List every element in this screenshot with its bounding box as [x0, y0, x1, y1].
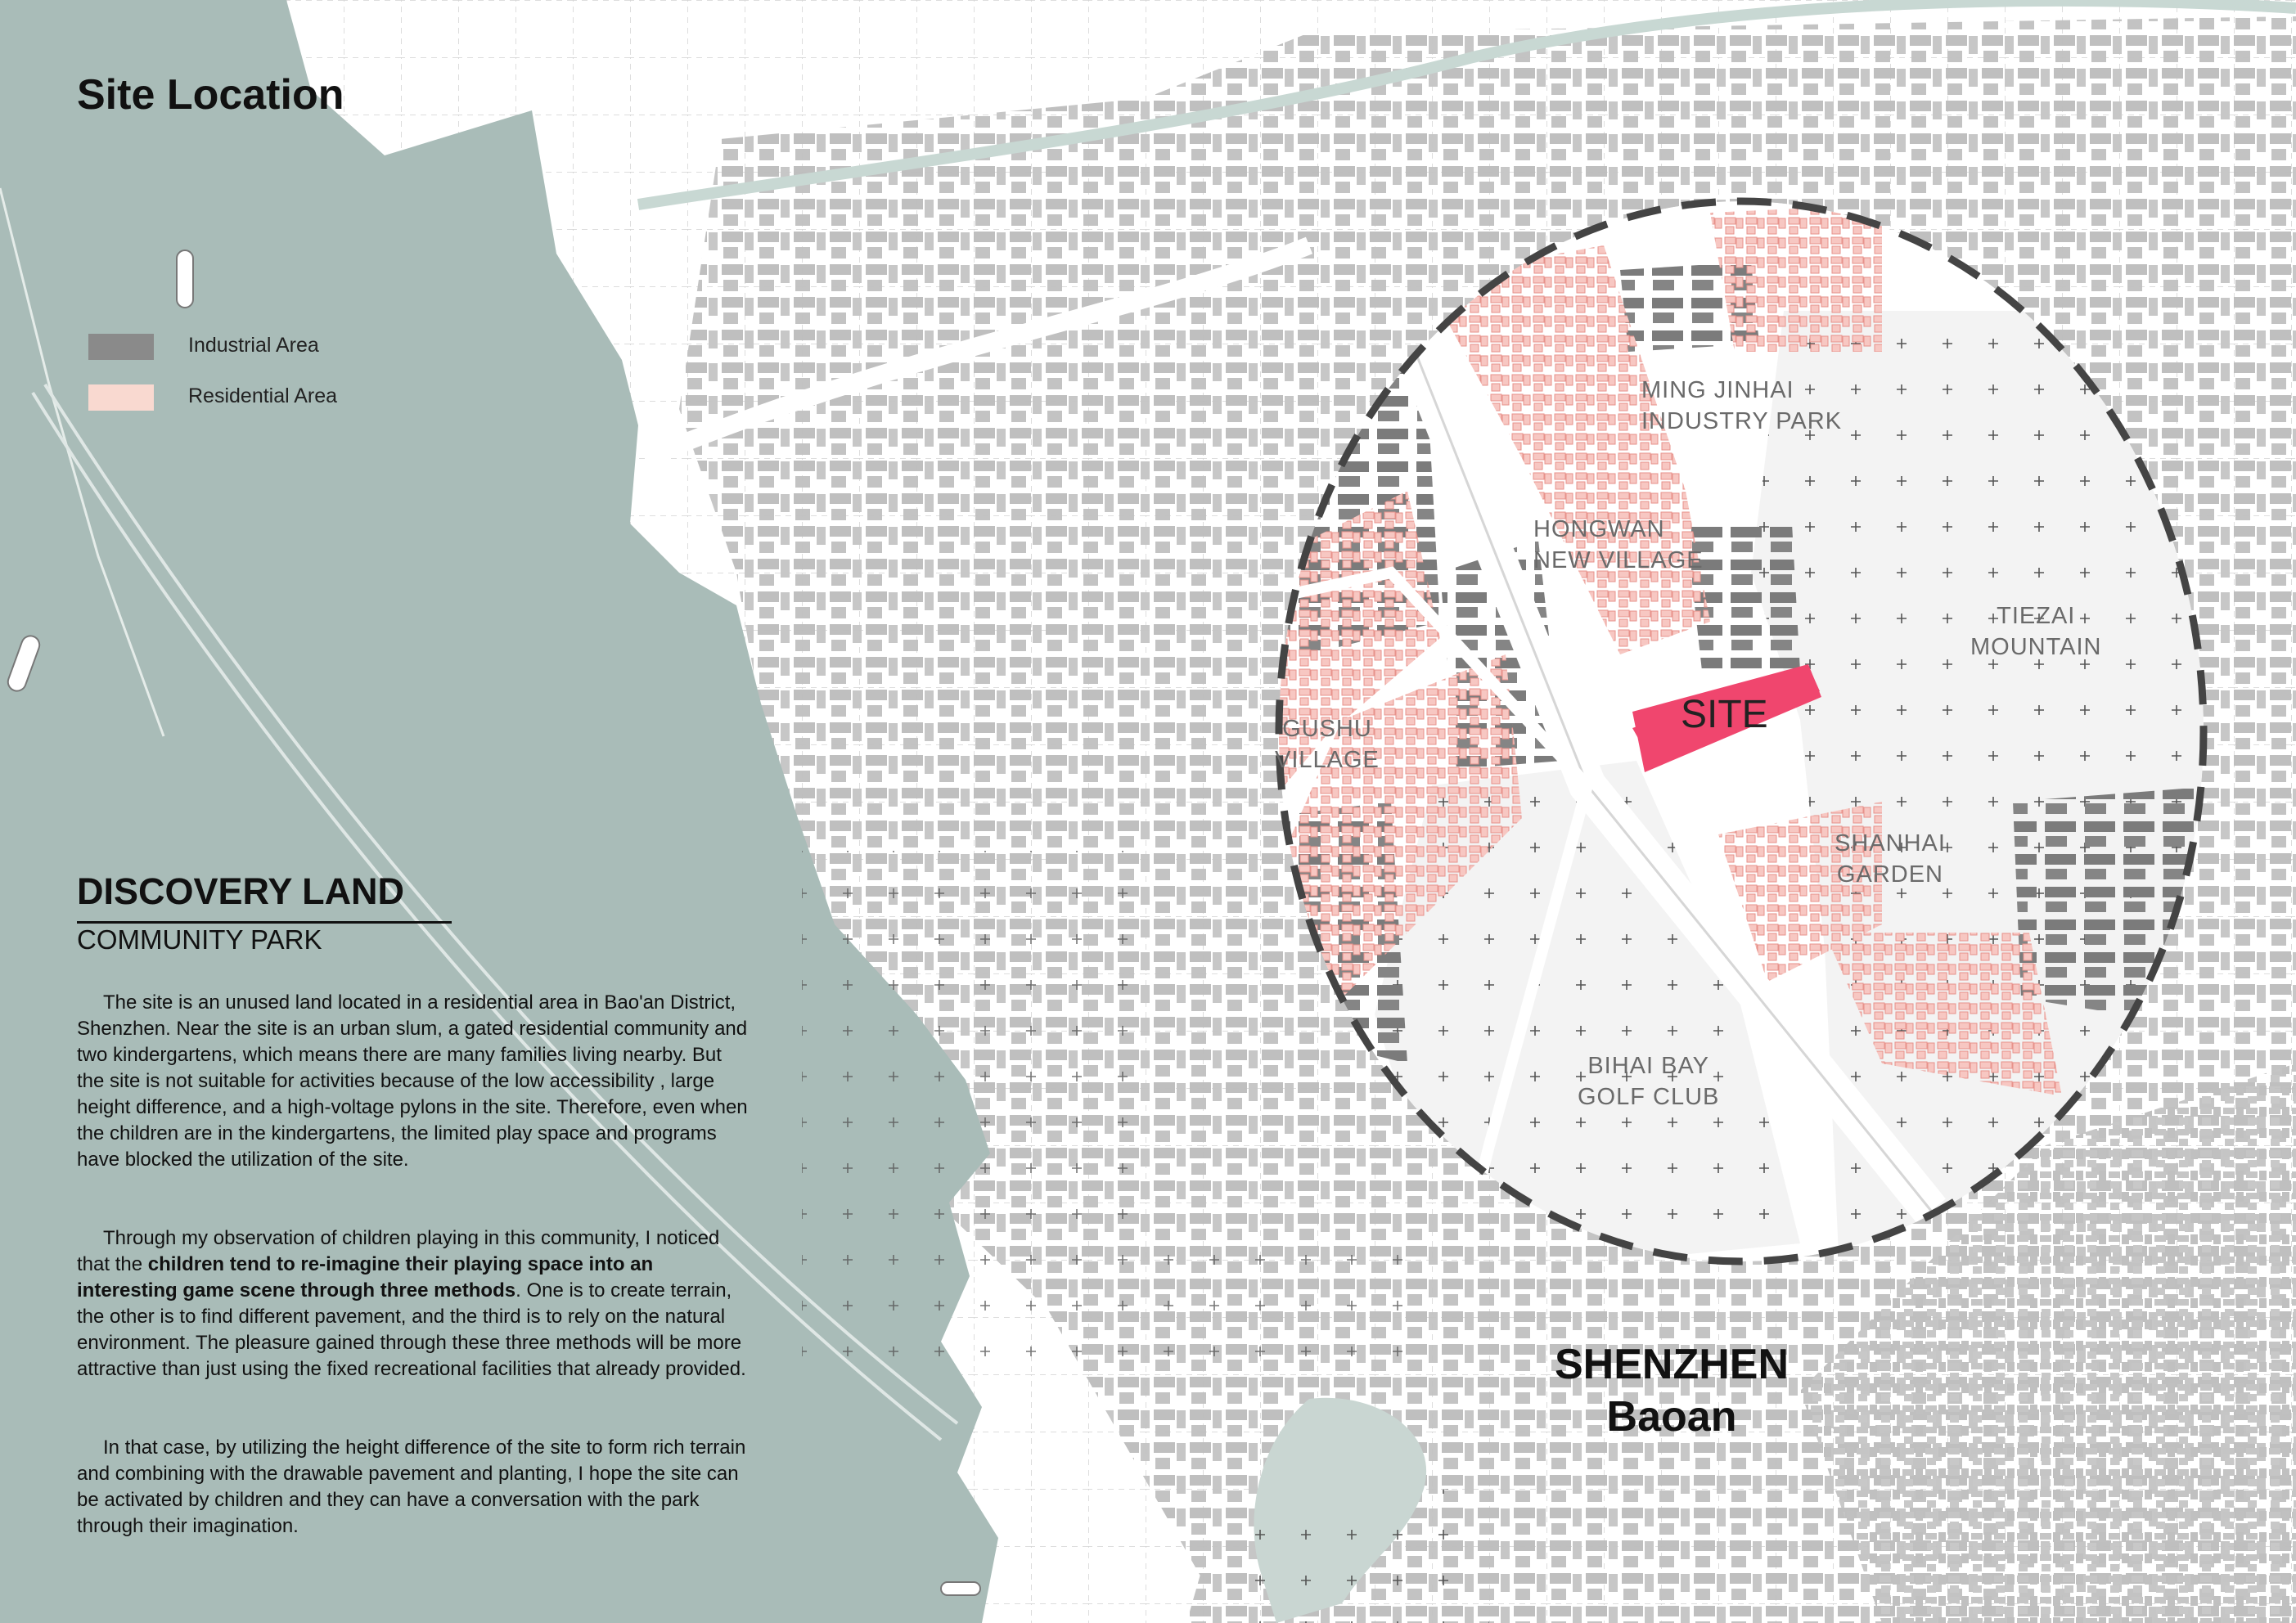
legend-label-industrial: Industrial Area	[188, 334, 319, 357]
paragraph-1-text: The site is an unused land located in a residential area in Bao'an District, Shenzhen. Near the site is an urban slum, a gated residential community and two kindergartens, which means there are many families living nearby. But the site is not suitable for activities because of the low accessibility , large height difference, and a high-voltage pylons in the site. Therefore, even when the children are in the kindergartens, the limited play space and programs have blocked the utilization of the site.	[77, 991, 748, 1171]
place-label-gushu: GUSHU VILLAGE	[1275, 716, 1380, 773]
title-underline	[77, 921, 452, 924]
legend-swatch-residential	[88, 384, 154, 411]
place-label-hongwan: HONGWAN NEW VILLAGE	[1533, 516, 1704, 573]
legend-label-residential: Residential Area	[188, 384, 338, 407]
plus-field-south	[1146, 1227, 1407, 1391]
city-label	[1555, 1338, 1789, 1443]
paragraph-2-end: . One is to create terrain, the other is to find different pavement, and the third is to rely on the natural environment. The pleasure gained through these three methods will be more attractive than just using the fixed recreational facilities that already provided.	[77, 1279, 746, 1380]
paragraph-2-text	[77, 1225, 748, 1382]
place-label-shanhai: SHANHAI GARDEN	[1835, 830, 1946, 888]
district-name: Baoan	[1606, 1393, 1737, 1441]
paragraph-2-emphasis: children tend to re-imagine their playing space into an interesting game scene through three methods	[77, 1253, 654, 1302]
page-title: Site Location	[77, 71, 344, 119]
plus-field-west	[802, 851, 1146, 1358]
city-name: SHENZHEN	[1555, 1341, 1790, 1388]
description-paragraph-3	[77, 1435, 748, 1540]
place-label-ming-jinhai: MING JINHAI INDUSTRY PARK	[1641, 377, 1843, 434]
place-label-tiezai: TIEZAI MOUNTAIN	[1970, 603, 2102, 660]
project-title: DISCOVERY LAND	[77, 870, 405, 912]
paragraph-2-start: Through my observation of children playing in this community, I noticed that the	[77, 1227, 720, 1275]
description-paragraph-2	[77, 1225, 748, 1382]
boat-icon	[941, 1582, 980, 1595]
boat-icon	[177, 250, 193, 308]
description-paragraph-1	[77, 990, 748, 1173]
place-label-bihai: BIHAI BAY GOLF CLUB	[1578, 1053, 1720, 1110]
site-label: SITE	[1681, 693, 1768, 736]
paragraph-3-text: In that case, by utilizing the height difference of the site to form rich terrain and combining with the drawable pavement and planting, I hope the site can be activated by children and they can have a conversation with the park through their imagination.	[77, 1436, 746, 1537]
legend-swatch-industrial	[88, 334, 154, 360]
project-subtitle: COMMUNITY PARK	[77, 924, 322, 955]
